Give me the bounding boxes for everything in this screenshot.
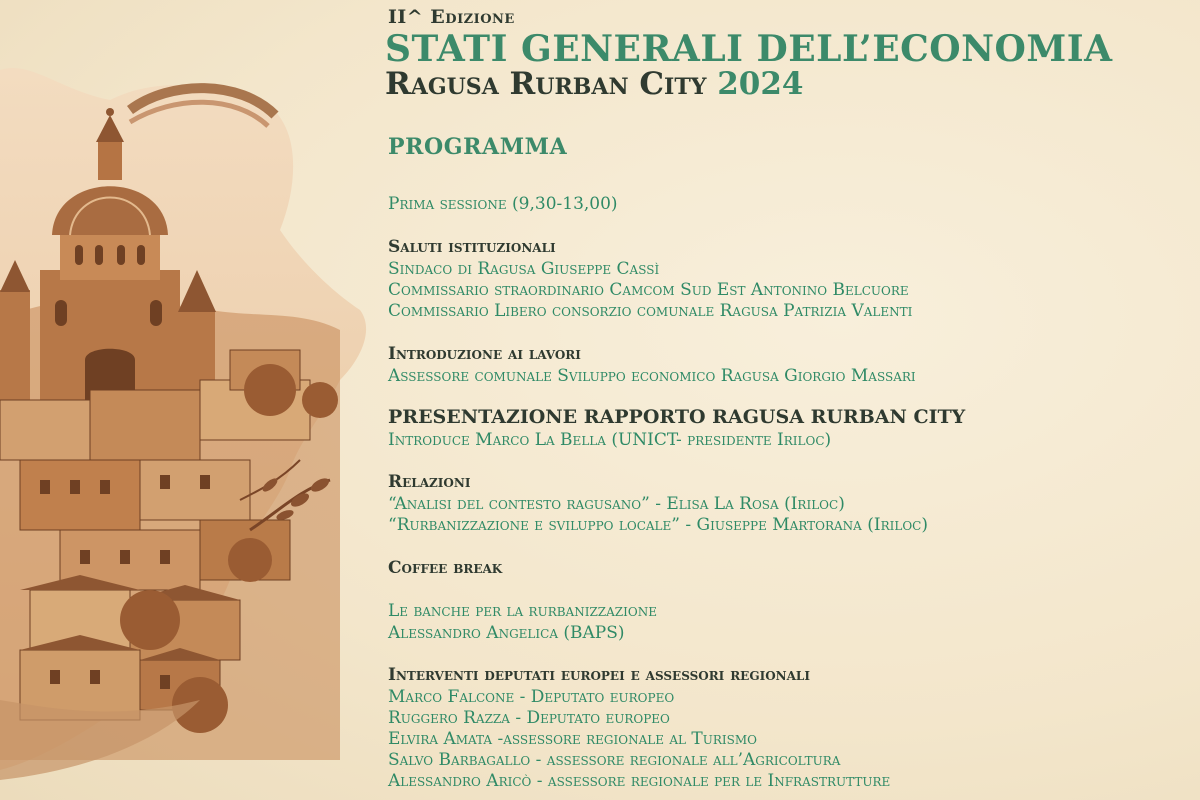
saluti-item: Commissario Libero consorzio comunale Ragusa Patrizia Valenti [388,301,913,321]
coffee-break: Coffee break [388,558,503,578]
banche-item: Le banche per la rurbanizzazione [388,601,657,621]
interventi-item: Ruggero Razza - Deputato europeo [388,708,670,728]
relazioni-item: “Analisi del contesto ragusano” - Elisa La Rosa (Iriloc) [388,494,845,514]
saluti-item: Commissario straordinario Camcom Sud Est Antonino Belcuore [388,280,909,300]
saluti-item: Sindaco di Ragusa Giuseppe Cassì [388,259,660,279]
event-subtitle-text: Ragusa Rurban City [385,66,707,102]
saluti-heading: Saluti istituzionali [388,237,556,257]
relazioni-heading: Relazioni [388,472,471,492]
event-subtitle [385,66,803,102]
interventi-item: Alessandro Aricò - assessore regionale per le Infrastrutture [388,771,891,791]
introduzione-heading: Introduzione ai lavori [388,344,581,364]
interventi-item: Salvo Barbagallo - assessore regionale all’Agricoltura [388,750,841,770]
interventi-item: Elvira Amata -assessore regionale al Turismo [388,729,757,749]
relazioni-item: “Rurbanizzazione e sviluppo locale” - Giuseppe Martorana (Iriloc) [388,515,928,535]
presentazione-heading: PRESENTAZIONE RAPPORTO RAGUSA RURBAN CITY [388,406,966,428]
programme-panel [385,0,1188,800]
programme-heading: PROGRAMMA [388,134,568,160]
presentazione-item: Introduce Marco La Bella (UNICT- presidente Iriloc) [388,430,832,450]
interventi-item: Marco Falcone - Deputato europeo [388,687,675,707]
introduzione-item: Assessore comunale Sviluppo economico Ragusa Giorgio Massari [388,366,916,386]
event-title: STATI GENERALI DELL’ECONOMIA [385,28,1113,70]
interventi-heading: Interventi deputati europei e assessori regionali [388,665,810,685]
edition-label: II^ Edizione [388,6,515,28]
event-year: 2024 [717,66,804,102]
banche-item: Alessandro Angelica (BAPS) [388,623,625,643]
ragusa-ibla-cathedral-illustration [0,60,380,800]
session-heading: Prima sessione (9,30-13,00) [388,194,618,214]
